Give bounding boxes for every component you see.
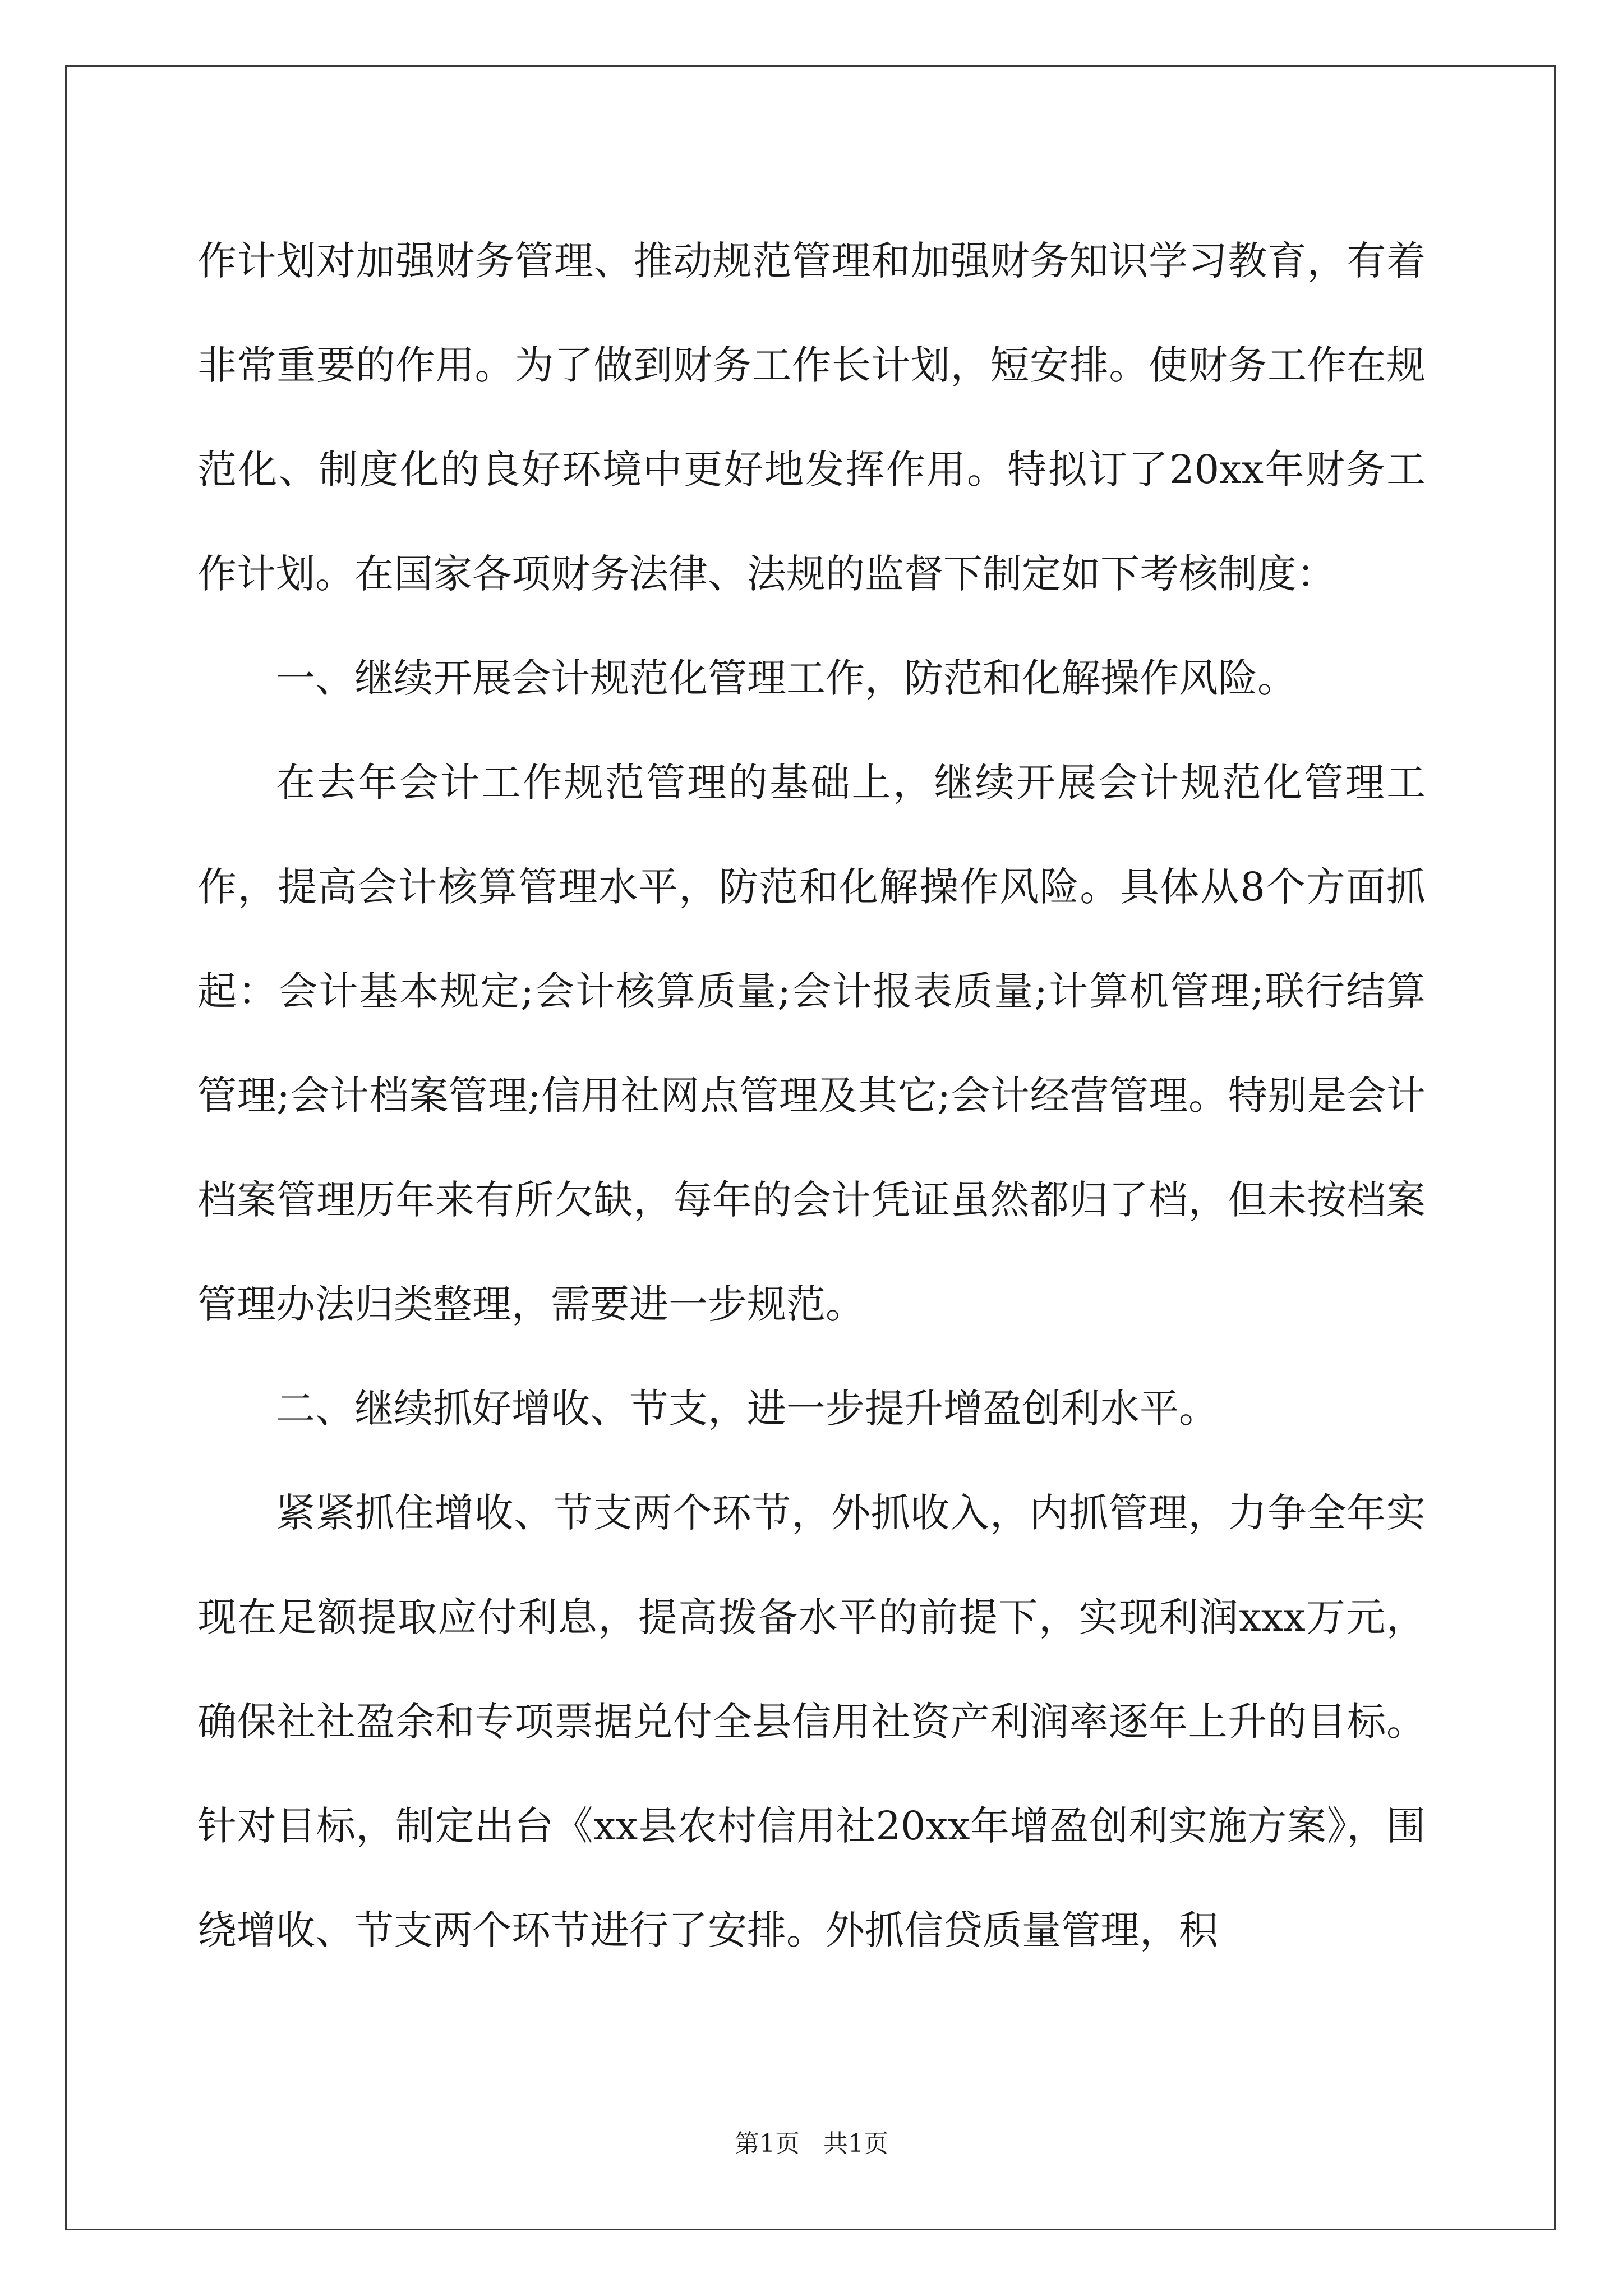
document-body (197, 209, 1426, 1982)
paragraph-accounting-management: 在去年会计工作规范管理的基础上，继续开展会计规范化管理工作，提高会计核算管理水平，防范和化解操作风险。具体从8个方面抓起：会计基本规定;会计核算质量;会计报表质量;计算机管理;联行结算管理;会计档案管理;信用社网点管理及其它;会计经营管理。特别是会计档案管理历年来有所欠缺，每年的会计凭证虽然都归了档，但未按档案管理办法归类整理，需要进一步规范。 (197, 760, 1426, 1327)
paragraph-income-profit: 紧紧抓住增收、节支两个环节，外抓收入，内抓管理，力争全年实现在足额提取应付利息，提高拨备水平的前提下，实现利润xxx万元，确保社社盈余和专项票据兑付全县信用社资产利润率逐年上升的目标。针对目标，制定出台《xx县农村信用社20xx年增盈创利实施方案》，围绕增收、节支两个环节进行了安排。外抓信贷质量管理，积 (197, 1490, 1426, 1953)
paragraph-intro: 作计划对加强财务管理、推动规范管理和加强财务知识学习教育，有着非常重要的作用。为了做到财务工作长计划，短安排。使财务工作在规范化、制度化的良好环境中更好地发挥作用。特拟订了20xx年财务工作计划。在国家各项财务法律、法规的监督下制定如下考核制度： (197, 238, 1426, 597)
paragraph-heading-one: 一、继续开展会计规范化管理工作，防范和化解操作风险。 (276, 655, 1297, 701)
page-footer: 第1页 共1页 (735, 2129, 888, 2158)
paragraph-heading-two: 二、继续抓好增收、节支，进一步提升增盈创利水平。 (276, 1386, 1218, 1432)
